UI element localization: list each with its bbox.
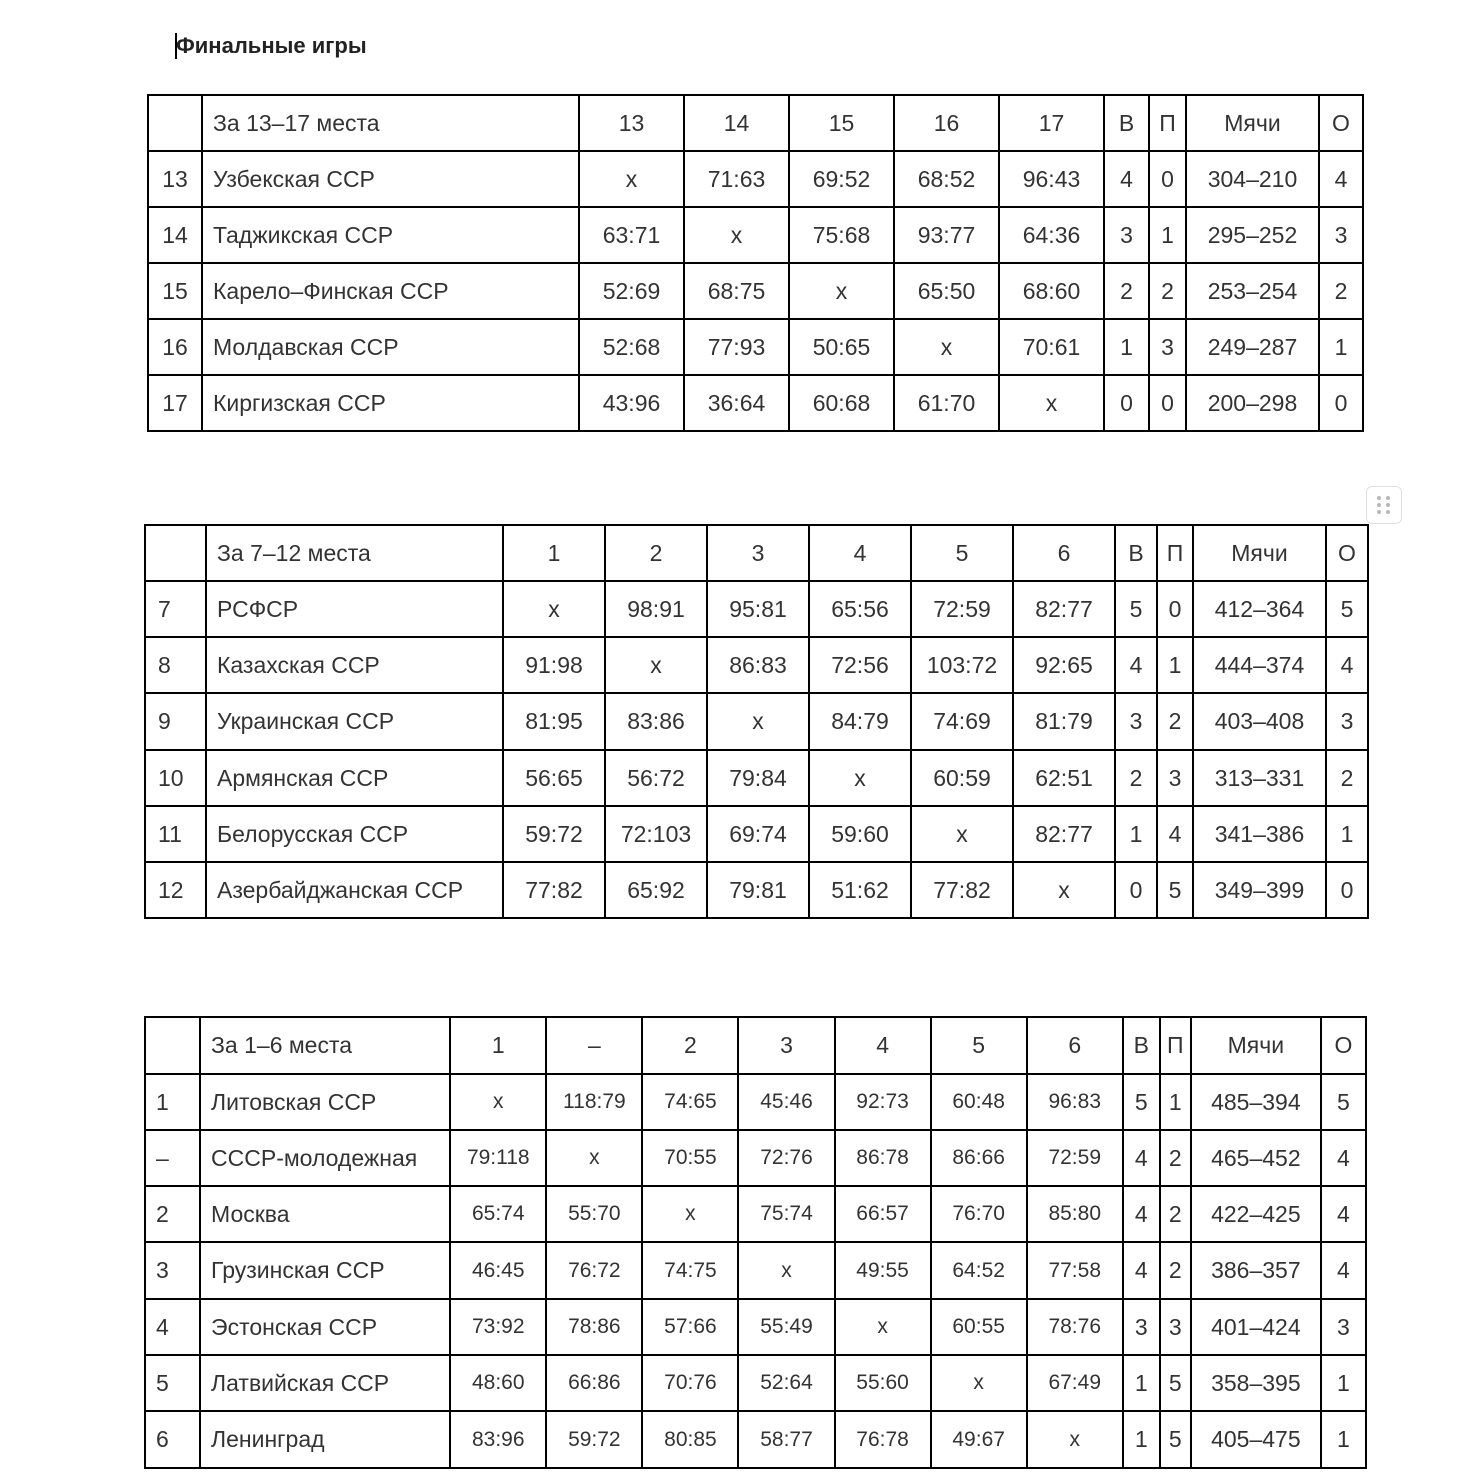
score-cell: x: [605, 637, 707, 693]
table-cell: 4: [1326, 637, 1368, 693]
table-cell: 405–475: [1191, 1411, 1321, 1468]
table-cell: 4: [1157, 806, 1193, 862]
score-cell: 78:76: [1027, 1299, 1123, 1355]
team-name-cell: Киргизская ССР: [202, 375, 579, 431]
table-cell: 5: [1123, 1074, 1160, 1130]
table-cell: 422–425: [1191, 1186, 1321, 1242]
corner-cell: [145, 525, 206, 581]
score-cell: 91:98: [503, 637, 605, 693]
table-cell: 2: [1160, 1130, 1191, 1186]
score-cell: 92:73: [835, 1074, 931, 1130]
score-cell: 62:51: [1013, 750, 1115, 806]
group-title-cell: За 7–12 места: [206, 525, 503, 581]
table-cell: 3: [1321, 1299, 1366, 1355]
score-cell: 74:65: [642, 1074, 738, 1130]
score-cell: 93:77: [894, 207, 999, 263]
score-cell: 78:86: [546, 1299, 642, 1355]
table-row: [145, 750, 1368, 806]
table-cell: 0: [1104, 375, 1149, 431]
score-cell: x: [684, 207, 789, 263]
score-cell: 103:72: [911, 637, 1013, 693]
table-header-row: [145, 525, 1368, 581]
group-title-cell: За 1–6 места: [200, 1017, 450, 1074]
score-cell: 77:93: [684, 319, 789, 375]
score-cell: 61:70: [894, 375, 999, 431]
table-cell: 1: [1115, 806, 1157, 862]
column-header-cell: 5: [931, 1017, 1027, 1074]
score-cell: 49:67: [931, 1411, 1027, 1468]
table-cell: 0: [1326, 862, 1368, 918]
score-cell: 72:59: [1027, 1130, 1123, 1186]
table-cell: 1: [1160, 1074, 1191, 1130]
score-cell: 69:52: [789, 151, 894, 207]
score-cell: 81:79: [1013, 693, 1115, 750]
table-header-row: [148, 95, 1363, 151]
score-cell: 52:69: [579, 263, 684, 319]
place-cell: –: [145, 1130, 200, 1186]
score-cell: x: [503, 581, 605, 637]
score-cell: 76:70: [931, 1186, 1027, 1242]
table-cell: 4: [1321, 1242, 1366, 1299]
column-header-cell: П: [1149, 95, 1186, 151]
column-header-cell: О: [1321, 1017, 1366, 1074]
team-name-cell: Литовская ССР: [200, 1074, 450, 1130]
score-cell: 95:81: [707, 581, 809, 637]
table-cell: 4: [1321, 1130, 1366, 1186]
table-drag-handle-icon[interactable]: [1366, 486, 1402, 524]
score-cell: 76:72: [546, 1242, 642, 1299]
score-cell: x: [931, 1355, 1027, 1411]
table-cell: 1: [1321, 1411, 1366, 1468]
score-cell: x: [835, 1299, 931, 1355]
table-row: [145, 1242, 1366, 1299]
table-cell: 3: [1115, 693, 1157, 750]
score-cell: 72:56: [809, 637, 911, 693]
score-cell: 66:86: [546, 1355, 642, 1411]
team-name-cell: Таджикская ССР: [202, 207, 579, 263]
table-row: [145, 1130, 1366, 1186]
team-name-cell: Москва: [200, 1186, 450, 1242]
score-cell: x: [789, 263, 894, 319]
table-cell: 200–298: [1186, 375, 1319, 431]
score-cell: 59:72: [503, 806, 605, 862]
table-cell: 3: [1319, 207, 1363, 263]
column-header-cell: В: [1115, 525, 1157, 581]
table-cell: 2: [1160, 1242, 1191, 1299]
score-cell: 60:48: [931, 1074, 1027, 1130]
table-cell: 5: [1115, 581, 1157, 637]
column-header-cell: 15: [789, 95, 894, 151]
score-cell: 55:49: [738, 1299, 834, 1355]
score-cell: x: [579, 151, 684, 207]
score-cell: 83:86: [605, 693, 707, 750]
score-cell: x: [999, 375, 1104, 431]
table-cell: 4: [1123, 1186, 1160, 1242]
score-cell: 77:82: [911, 862, 1013, 918]
table-cell: 2: [1104, 263, 1149, 319]
score-cell: 81:95: [503, 693, 605, 750]
table-cell: 304–210: [1186, 151, 1319, 207]
table-cell: 412–364: [1193, 581, 1326, 637]
score-cell: 75:68: [789, 207, 894, 263]
table-cell: 1: [1319, 319, 1363, 375]
corner-cell: [145, 1017, 200, 1074]
score-cell: 66:57: [835, 1186, 931, 1242]
score-cell: 72:59: [911, 581, 1013, 637]
team-name-cell: Ленинград: [200, 1411, 450, 1468]
table-cell: 4: [1123, 1130, 1160, 1186]
table-cell: 3: [1326, 693, 1368, 750]
column-header-cell: 5: [911, 525, 1013, 581]
corner-cell: [148, 95, 202, 151]
group-title-cell: За 13–17 места: [202, 95, 579, 151]
table-cell: 0: [1157, 581, 1193, 637]
score-cell: x: [450, 1074, 546, 1130]
place-cell: 2: [145, 1186, 200, 1242]
column-header-cell: 4: [835, 1017, 931, 1074]
table-cell: 295–252: [1186, 207, 1319, 263]
table-row: [148, 319, 1363, 375]
score-cell: 79:84: [707, 750, 809, 806]
column-header-cell: Мячи: [1191, 1017, 1321, 1074]
place-cell: 6: [145, 1411, 200, 1468]
column-header-cell: 6: [1013, 525, 1115, 581]
score-cell: 69:74: [707, 806, 809, 862]
score-cell: 49:55: [835, 1242, 931, 1299]
table-cell: 403–408: [1193, 693, 1326, 750]
table-cell: 0: [1149, 375, 1186, 431]
column-header-cell: 17: [999, 95, 1104, 151]
score-cell: 85:80: [1027, 1186, 1123, 1242]
score-cell: 98:91: [605, 581, 707, 637]
score-cell: 59:72: [546, 1411, 642, 1468]
score-cell: 46:45: [450, 1242, 546, 1299]
table-cell: 5: [1326, 581, 1368, 637]
score-cell: 118:79: [546, 1074, 642, 1130]
score-cell: x: [546, 1130, 642, 1186]
table-row: [145, 1411, 1366, 1468]
score-cell: 82:77: [1013, 581, 1115, 637]
table-cell: 4: [1115, 637, 1157, 693]
score-cell: 77:58: [1027, 1242, 1123, 1299]
table-row: [145, 581, 1368, 637]
place-cell: 15: [148, 263, 202, 319]
table-row: [145, 1299, 1366, 1355]
team-name-cell: Белорусская ССР: [206, 806, 503, 862]
table-cell: 2: [1160, 1186, 1191, 1242]
score-cell: 60:68: [789, 375, 894, 431]
column-header-cell: В: [1123, 1017, 1160, 1074]
table-cell: 0: [1149, 151, 1186, 207]
score-cell: 79:81: [707, 862, 809, 918]
column-header-cell: П: [1160, 1017, 1191, 1074]
team-name-cell: Казахская ССР: [206, 637, 503, 693]
score-cell: 56:72: [605, 750, 707, 806]
score-cell: 55:70: [546, 1186, 642, 1242]
place-cell: 14: [148, 207, 202, 263]
table-cell: 349–399: [1193, 862, 1326, 918]
table-cell: 0: [1115, 862, 1157, 918]
score-cell: 64:36: [999, 207, 1104, 263]
place-cell: 1: [145, 1074, 200, 1130]
team-name-cell: Грузинская ССР: [200, 1242, 450, 1299]
team-name-cell: Азербайджанская ССР: [206, 862, 503, 918]
score-cell: x: [707, 693, 809, 750]
score-cell: 55:60: [835, 1355, 931, 1411]
table-cell: 2: [1157, 693, 1193, 750]
table-cell: 3: [1157, 750, 1193, 806]
score-cell: 73:92: [450, 1299, 546, 1355]
score-cell: 65:74: [450, 1186, 546, 1242]
team-name-cell: Карело–Финская ССР: [202, 263, 579, 319]
table-cell: 5: [1321, 1074, 1366, 1130]
column-header-cell: 1: [503, 525, 605, 581]
table-cell: 0: [1319, 375, 1363, 431]
team-name-cell: Молдавская ССР: [202, 319, 579, 375]
table-cell: 3: [1160, 1299, 1191, 1355]
column-header-cell: 3: [738, 1017, 834, 1074]
score-cell: 50:65: [789, 319, 894, 375]
place-cell: 12: [145, 862, 206, 918]
score-cell: 70:61: [999, 319, 1104, 375]
place-cell: 7: [145, 581, 206, 637]
team-name-cell: РСФСР: [206, 581, 503, 637]
score-cell: 52:64: [738, 1355, 834, 1411]
table-cell: 2: [1149, 263, 1186, 319]
score-cell: 71:63: [684, 151, 789, 207]
table-cell: 4: [1123, 1242, 1160, 1299]
score-cell: 45:46: [738, 1074, 834, 1130]
table-cell: 3: [1123, 1299, 1160, 1355]
column-header-cell: О: [1326, 525, 1368, 581]
table-row: [148, 263, 1363, 319]
score-cell: x: [1013, 862, 1115, 918]
score-cell: 70:55: [642, 1130, 738, 1186]
column-header-cell: 3: [707, 525, 809, 581]
place-cell: 17: [148, 375, 202, 431]
score-cell: x: [809, 750, 911, 806]
score-cell: x: [1027, 1411, 1123, 1468]
score-cell: 57:66: [642, 1299, 738, 1355]
score-cell: x: [894, 319, 999, 375]
place-cell: 16: [148, 319, 202, 375]
score-cell: 80:85: [642, 1411, 738, 1468]
score-cell: x: [642, 1186, 738, 1242]
table-cell: 5: [1160, 1411, 1191, 1468]
table-cell: 3: [1149, 319, 1186, 375]
column-header-cell: –: [546, 1017, 642, 1074]
table-header-row: [145, 1017, 1366, 1074]
score-cell: 60:55: [931, 1299, 1027, 1355]
table-cell: 4: [1321, 1186, 1366, 1242]
score-cell: 76:78: [835, 1411, 931, 1468]
table-cell: 1: [1149, 207, 1186, 263]
score-cell: 86:83: [707, 637, 809, 693]
place-cell: 10: [145, 750, 206, 806]
table-cell: 253–254: [1186, 263, 1319, 319]
score-cell: 48:60: [450, 1355, 546, 1411]
table-cell: 386–357: [1191, 1242, 1321, 1299]
score-cell: 56:65: [503, 750, 605, 806]
table-cell: 249–287: [1186, 319, 1319, 375]
score-cell: 36:64: [684, 375, 789, 431]
table-row: [145, 1186, 1366, 1242]
table-row: [145, 1355, 1366, 1411]
page-heading: Финальные игры: [176, 33, 367, 58]
score-cell: 60:59: [911, 750, 1013, 806]
team-name-cell: СССР-молодежная: [200, 1130, 450, 1186]
table-cell: 465–452: [1191, 1130, 1321, 1186]
place-cell: 8: [145, 637, 206, 693]
score-cell: 96:83: [1027, 1074, 1123, 1130]
table-cell: 4: [1104, 151, 1149, 207]
table-cell: 5: [1160, 1355, 1191, 1411]
table-cell: 444–374: [1193, 637, 1326, 693]
table-row: [145, 637, 1368, 693]
column-header-cell: Мячи: [1193, 525, 1326, 581]
place-cell: 4: [145, 1299, 200, 1355]
score-cell: 96:43: [999, 151, 1104, 207]
table-row: [148, 207, 1363, 263]
table-cell: 358–395: [1191, 1355, 1321, 1411]
column-header-cell: 1: [450, 1017, 546, 1074]
score-cell: x: [911, 806, 1013, 862]
column-header-cell: 2: [605, 525, 707, 581]
place-cell: 5: [145, 1355, 200, 1411]
score-cell: 63:71: [579, 207, 684, 263]
table-cell: 2: [1319, 263, 1363, 319]
score-cell: 86:78: [835, 1130, 931, 1186]
table-row: [145, 806, 1368, 862]
score-cell: 65:56: [809, 581, 911, 637]
score-cell: 65:92: [605, 862, 707, 918]
table-cell: 1: [1321, 1355, 1366, 1411]
table-row: [148, 375, 1363, 431]
score-cell: 67:49: [1027, 1355, 1123, 1411]
score-cell: 64:52: [931, 1242, 1027, 1299]
score-cell: 82:77: [1013, 806, 1115, 862]
score-cell: 75:74: [738, 1186, 834, 1242]
column-header-cell: 13: [579, 95, 684, 151]
column-header-cell: О: [1319, 95, 1363, 151]
standings-table-13-17: [147, 94, 1364, 432]
team-name-cell: Эстонская ССР: [200, 1299, 450, 1355]
column-header-cell: 4: [809, 525, 911, 581]
table-cell: 5: [1157, 862, 1193, 918]
standings-table-1-6: [144, 1016, 1367, 1469]
score-cell: 72:103: [605, 806, 707, 862]
column-header-cell: 14: [684, 95, 789, 151]
table-cell: 1: [1157, 637, 1193, 693]
score-cell: 68:75: [684, 263, 789, 319]
team-name-cell: Армянская ССР: [206, 750, 503, 806]
team-name-cell: Узбекская ССР: [202, 151, 579, 207]
table-cell: 1: [1104, 319, 1149, 375]
score-cell: 43:96: [579, 375, 684, 431]
table-cell: 341–386: [1193, 806, 1326, 862]
score-cell: 77:82: [503, 862, 605, 918]
table-row: [148, 151, 1363, 207]
score-cell: 83:96: [450, 1411, 546, 1468]
score-cell: 79:118: [450, 1130, 546, 1186]
score-cell: 59:60: [809, 806, 911, 862]
score-cell: 84:79: [809, 693, 911, 750]
table-cell: 1: [1123, 1355, 1160, 1411]
table-cell: 313–331: [1193, 750, 1326, 806]
place-cell: 11: [145, 806, 206, 862]
score-cell: 65:50: [894, 263, 999, 319]
column-header-cell: 2: [642, 1017, 738, 1074]
table-cell: 2: [1115, 750, 1157, 806]
standings-table-7-12: [144, 524, 1369, 919]
score-cell: 74:75: [642, 1242, 738, 1299]
table-cell: 2: [1326, 750, 1368, 806]
score-cell: 92:65: [1013, 637, 1115, 693]
place-cell: 13: [148, 151, 202, 207]
score-cell: 70:76: [642, 1355, 738, 1411]
table-row: [145, 693, 1368, 750]
table-cell: 401–424: [1191, 1299, 1321, 1355]
place-cell: 9: [145, 693, 206, 750]
score-cell: 68:60: [999, 263, 1104, 319]
table-row: [145, 862, 1368, 918]
column-header-cell: 16: [894, 95, 999, 151]
table-cell: 1: [1123, 1411, 1160, 1468]
score-cell: 86:66: [931, 1130, 1027, 1186]
column-header-cell: 6: [1027, 1017, 1123, 1074]
column-header-cell: П: [1157, 525, 1193, 581]
table-cell: 4: [1319, 151, 1363, 207]
score-cell: 51:62: [809, 862, 911, 918]
table-cell: 1: [1326, 806, 1368, 862]
table-row: [145, 1074, 1366, 1130]
score-cell: 68:52: [894, 151, 999, 207]
column-header-cell: В: [1104, 95, 1149, 151]
score-cell: 58:77: [738, 1411, 834, 1468]
table-cell: 485–394: [1191, 1074, 1321, 1130]
team-name-cell: Латвийская ССР: [200, 1355, 450, 1411]
team-name-cell: Украинская ССР: [206, 693, 503, 750]
score-cell: 74:69: [911, 693, 1013, 750]
table-cell: 3: [1104, 207, 1149, 263]
score-cell: 72:76: [738, 1130, 834, 1186]
column-header-cell: Мячи: [1186, 95, 1319, 151]
place-cell: 3: [145, 1242, 200, 1299]
score-cell: x: [738, 1242, 834, 1299]
score-cell: 52:68: [579, 319, 684, 375]
